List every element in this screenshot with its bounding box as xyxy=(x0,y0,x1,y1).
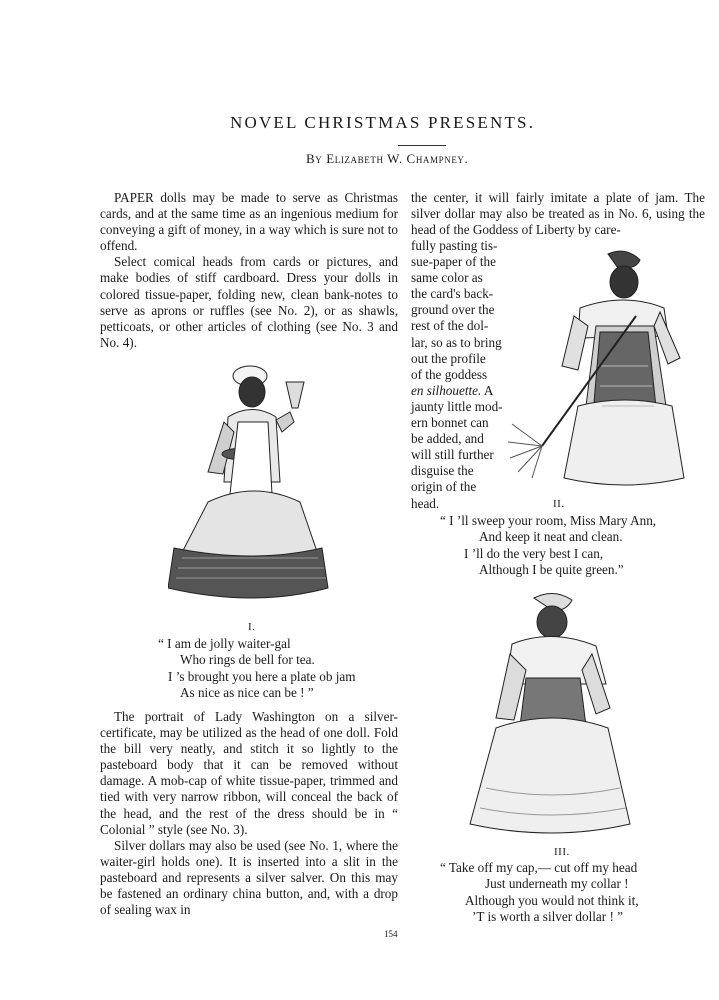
paragraph-4: Silver dollars may also be used (see No. 1, where the waiter-girl holds one). It is inserted into a slit in the pasteboard and represents a silver salver. On this may be fastened an ordinary china button, and, with a drop of sealing wax in xyxy=(100,837,398,918)
figure-2-sweeper-illustration xyxy=(508,246,688,496)
verse-1-line-2: Who rings de bell for tea. xyxy=(180,652,315,668)
verse-2-line-3: I ’ll do the very best I can, xyxy=(464,545,604,561)
verse-2-line-2: And keep it neat and clean. xyxy=(479,529,623,545)
verse-3-line-2: Just underneath my collar ! xyxy=(485,876,629,892)
right-column-top xyxy=(411,190,705,238)
wrap-line-16: origin of the xyxy=(411,479,477,495)
left-column-top xyxy=(100,190,398,351)
verse-1-line-4: As nice as nice can be ! ” xyxy=(180,685,314,701)
title-rule xyxy=(398,145,446,146)
figure-3-label: III. xyxy=(554,846,570,858)
wrap-line-7: lar, so as to bring xyxy=(411,334,502,350)
right-column-wrap-text xyxy=(411,238,508,512)
verse-2-line-4: Although I be quite green.” xyxy=(479,562,624,578)
verse-1-line-3: I ’s brought you here a plate ob jam xyxy=(168,668,356,684)
verse-3-line-4: ’T is worth a silver dollar ! ” xyxy=(472,909,624,925)
paragraph-3: The portrait of Lady Washington on a silver-certificate, may be utilized as the head of one doll. Fold the bill very neatly, and stitch it so lightly to the pasteboard body that it can be removed without damage. A mob-cap of white tissue-paper, trimmed and tied with very narrow ribbon, will conceal the back of the head, and the rest of the dress should be in “ Colonial ” style (see No. 3). xyxy=(100,709,398,837)
figure-1-label: I. xyxy=(248,621,256,633)
wrap-line-10 xyxy=(411,383,508,399)
wrap-line-17: head. xyxy=(411,495,440,511)
left-column-bottom xyxy=(100,709,398,918)
paragraph-5-start: the center, it will fairly imitate a plate of jam. The silver dollar may also be treated as in No. 6, using the head of the Goddess of Liberty by care- xyxy=(411,190,705,238)
wrap-line-15: disguise the xyxy=(411,463,474,479)
paragraph-2: Select comical heads from cards or pictures, and make bodies of stiff cardboard. Dress your dolls in colored tissue-paper, folding new, clean bank-notes to serve as aprons or ruffles (see No. 2), or as shawls, petticoats, or other articles of clothing (see No. 3 and No. 4). xyxy=(100,254,398,350)
wrap-line-3: same color as xyxy=(411,270,483,286)
figure-1-waiter-girl-illustration xyxy=(168,362,338,608)
wrap-line-4: the card's back- xyxy=(411,286,494,302)
figure-3-colonial-lady-illustration xyxy=(456,588,636,840)
wrap-line-11: jaunty little mod- xyxy=(411,398,503,414)
wrap-line-8: out the profile xyxy=(411,350,486,366)
verse-1-line-1: “ I am de jolly waiter-gal xyxy=(158,636,291,651)
wrap-line-5: ground over the xyxy=(411,302,495,318)
verse-3-line-3: Although you would not think it, xyxy=(465,892,639,908)
paragraph-1: PAPER dolls may be made to serve as Christmas cards, and at the same time as an ingenious medium for conveying a gift of money, in a way which is sure not to offend. xyxy=(100,190,398,254)
page-number: 154 xyxy=(384,929,398,939)
wrap-line-6: rest of the dol- xyxy=(411,318,489,334)
wrap-line-14: will still further xyxy=(411,447,494,463)
verse-2-line-1: “ I ’ll sweep your room, Miss Mary Ann, xyxy=(440,513,657,528)
wrap-line-9: of the goddess xyxy=(411,366,488,382)
wrap-line-12: ern bonnet can xyxy=(411,415,489,431)
figure-2-label: II. xyxy=(553,498,565,510)
byline: By Elizabeth W. Champney. xyxy=(306,151,469,166)
wrap-line-2: sue-paper of the xyxy=(411,254,496,270)
figure-1-verse xyxy=(158,636,356,702)
figure-2-verse xyxy=(440,513,656,579)
verse-3-line-1: “ Take off my cap,— cut off my head xyxy=(440,860,638,875)
wrap-line-10-a: A xyxy=(483,382,494,398)
article-title: NOVEL CHRISTMAS PRESENTS. xyxy=(230,113,536,132)
wrap-line-1: fully pasting tis- xyxy=(411,238,498,253)
wrap-line-13: be added, and xyxy=(411,431,484,447)
figure-3-verse xyxy=(440,860,637,926)
italic-en-silhouette: en silhouette. xyxy=(411,382,482,398)
